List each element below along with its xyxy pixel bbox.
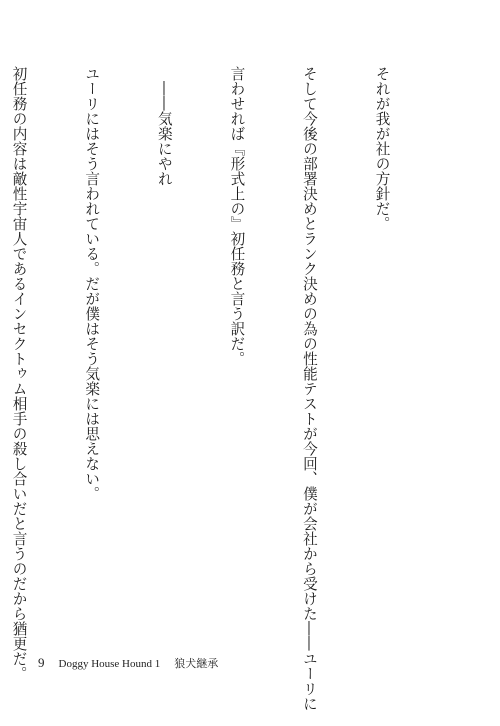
text-line: 言わせれば『形式上の』初任務と言う訳だ。	[228, 66, 246, 366]
text-line: ――気楽にやれ	[155, 66, 173, 186]
text-line: それが我が社の方針だ。	[373, 66, 391, 231]
text-line: 初任務の内容は敵性宇宙人であるインセクトゥム相手の殺し合いだと言うのだから猶更だ。	[10, 66, 28, 681]
page-footer	[38, 655, 218, 671]
book-title: Doggy House Hound 1	[58, 658, 161, 670]
text-line: ユーリにはそう言われている。だが僕はそう気楽には思えない。	[83, 66, 101, 501]
page-number: 9	[38, 655, 45, 670]
book-subtitle: 狼犬継承	[174, 658, 219, 670]
text-line: そして今後の部署決めとランク決めの為の性能テストが今回、僕が会社から受けた――ユーリに	[300, 66, 318, 711]
